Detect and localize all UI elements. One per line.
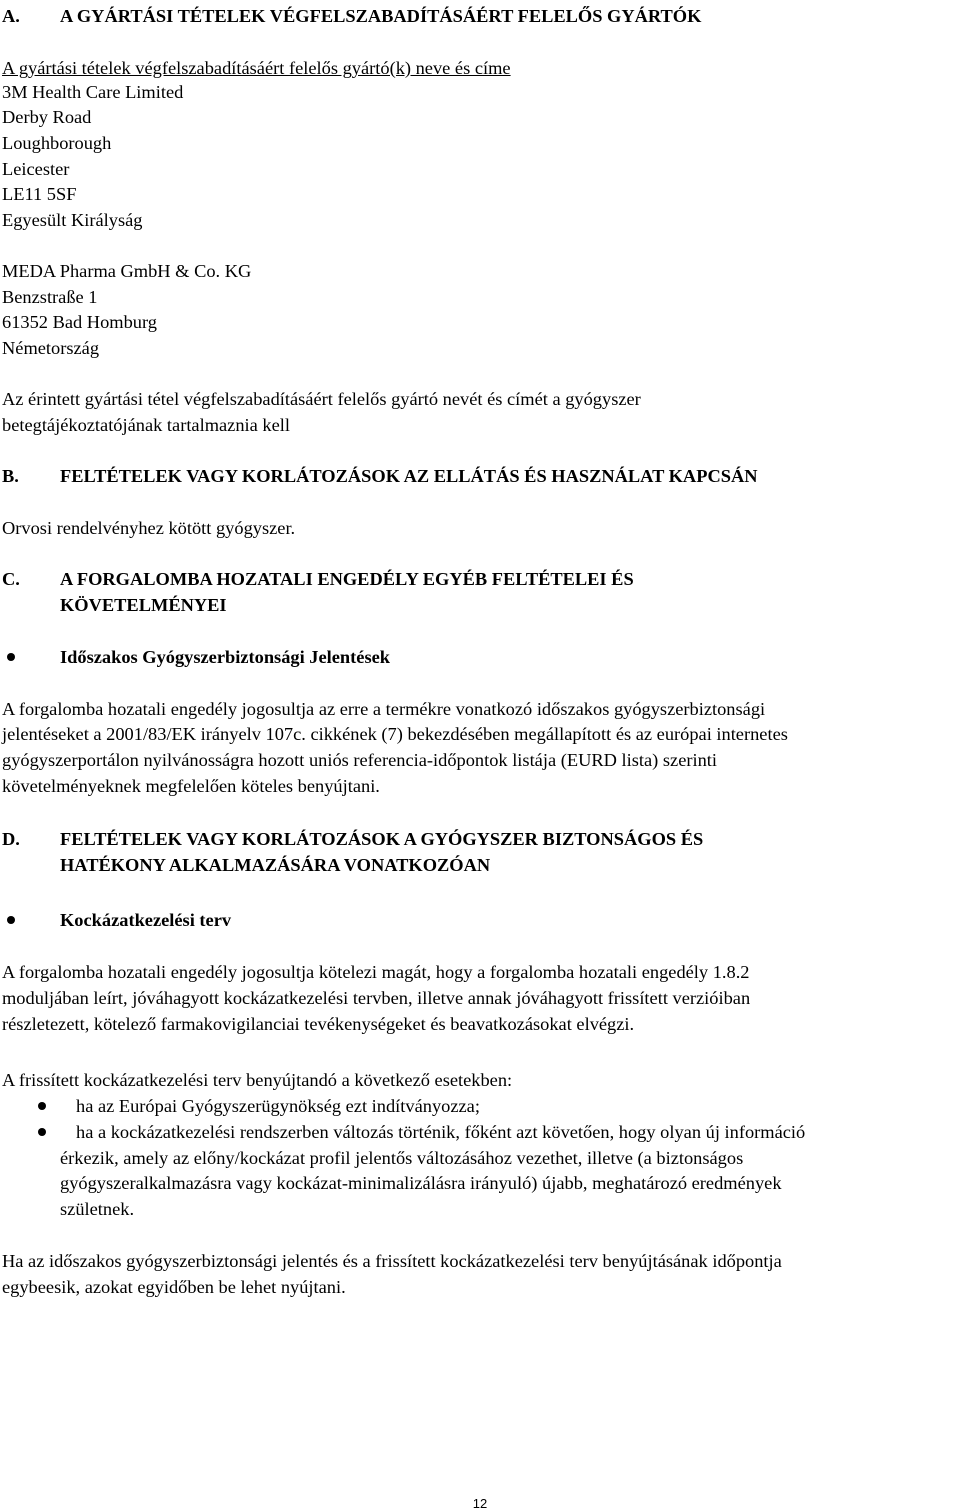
rmp-paragraph-line: A forgalomba hozatali engedély jogosultja kötelezi magát, hogy a forgalomba hozatali engedély 1.8.2 [2, 962, 750, 982]
update-case-item-line: születnek. [60, 1199, 135, 1219]
manufacturer-2-line: MEDA Pharma GmbH & Co. KG [2, 261, 252, 281]
section-a-title: A GYÁRTÁSI TÉTELEK VÉGFELSZABADÍTÁSÁÉRT FELELŐS GYÁRTÓK [60, 6, 702, 26]
manufacturer-1-line: LE11 5SF [2, 184, 77, 204]
section-d-number: D. [2, 829, 20, 849]
section-a-subtitle: A gyártási tételek végfelszabadításáért felelős gyártó(k) neve és címe [2, 58, 511, 78]
section-b-heading [2, 464, 958, 488]
manufacturer-2-line: Németország [2, 338, 100, 358]
rmp-paragraph-line: moduljában leírt, jóváhagyott kockázatkezelési tervben, illetve annak jóváhagyott frissített verzióiban [2, 988, 751, 1008]
manufacturer-1-line: Derby Road [2, 107, 92, 127]
update-case-item: ha az Európai Gyógyszerügynökség ezt indítványozza; [76, 1096, 480, 1116]
manufacturer-1-line: 3M Health Care Limited [2, 82, 184, 102]
manufacturer-1-line: Loughborough [2, 133, 112, 153]
section-d-title-line: FELTÉTELEK VAGY KORLÁTOZÁSOK A GYÓGYSZER BIZTONSÁGOS ÉS [60, 829, 704, 849]
section-c-paragraph-line: jelentéseket a 2001/83/EK irányelv 107c. cikkének (7) bekezdésében megállapított és az európai internetes [2, 724, 788, 744]
section-b-title: FELTÉTELEK VAGY KORLÁTOZÁSOK AZ ELLÁTÁS ÉS HASZNÁLAT KAPCSÁN [60, 466, 758, 486]
bullet-icon [38, 1128, 46, 1136]
section-c-paragraph-line: követelményeknek megfelelően köteles benyújtani. [2, 776, 380, 796]
release-note-line: Az érintett gyártási tétel végfelszabadításáért felelős gyártó nevét és címét a gyógyszer [2, 389, 641, 409]
manufacturer-1-line: Egyesült Királyság [2, 210, 143, 230]
section-b-text: Orvosi rendelvényhez kötött gyógyszer. [2, 518, 296, 538]
rmp-paragraph-line: részletezett, kötelező farmakovigilanciai tevékenységeket és beavatkozásokat elvégzi. [2, 1014, 635, 1034]
section-d-title-line: HATÉKONY ALKALMAZÁSÁRA VONATKOZÓAN [60, 855, 491, 875]
update-case-item-line: érkezik, amely az előny/kockázat profil jelentős változásához vezethet, illetve (a biztonságos [60, 1148, 744, 1168]
section-c-paragraph-line: gyógyszerportálon nyilvánosságra hozott uniós referencia-időpontok listája (EURD lista) szerinti [2, 750, 717, 770]
manufacturer-2-line: Benzstraße 1 [2, 287, 98, 307]
bullet-icon [7, 653, 15, 661]
page-number: 12 [472, 1496, 488, 1511]
submission-note-line: egybeesik, azokat egyidőben be lehet nyújtani. [2, 1277, 346, 1297]
rmp-update-intro: A frissített kockázatkezelési terv benyújtandó a következő esetekben: [2, 1070, 513, 1090]
section-b-number: B. [2, 466, 19, 486]
rmp-heading: Kockázatkezelési terv [60, 910, 232, 930]
psur-heading: Időszakos Gyógyszerbiztonsági Jelentések [60, 647, 390, 667]
submission-note-line: Ha az időszakos gyógyszerbiztonsági jelentés és a frissített kockázatkezelési terv benyújtásának időpontja [2, 1251, 782, 1271]
section-c-number: C. [2, 569, 20, 589]
section-d-heading [2, 827, 958, 851]
update-case-item-line: gyógyszeralkalmazásra vagy kockázat-minimalizálásra irányuló) újabb, meghatározó eredmények [60, 1173, 782, 1193]
section-a-heading [2, 4, 958, 28]
section-c-title-line: KÖVETELMÉNYEI [60, 595, 227, 615]
release-note-line: betegtájékoztatójának tartalmaznia kell [2, 415, 290, 435]
manufacturer-2-line: 61352 Bad Homburg [2, 312, 157, 332]
bullet-icon [38, 1102, 46, 1110]
section-c-heading [2, 567, 958, 591]
section-c-paragraph-line: A forgalomba hozatali engedély jogosultja az erre a termékre vonatkozó időszakos gyógyszerbiztonsági [2, 699, 766, 719]
update-case-item-line: ha a kockázatkezelési rendszerben változás történik, főként azt követően, hogy olyan új információ [76, 1122, 806, 1142]
section-c-title-line: A FORGALOMBA HOZATALI ENGEDÉLY EGYÉB FELTÉTELEI ÉS [60, 569, 634, 589]
bullet-icon [7, 916, 15, 924]
manufacturer-1-line: Leicester [2, 159, 70, 179]
section-a-number: A. [2, 6, 20, 26]
